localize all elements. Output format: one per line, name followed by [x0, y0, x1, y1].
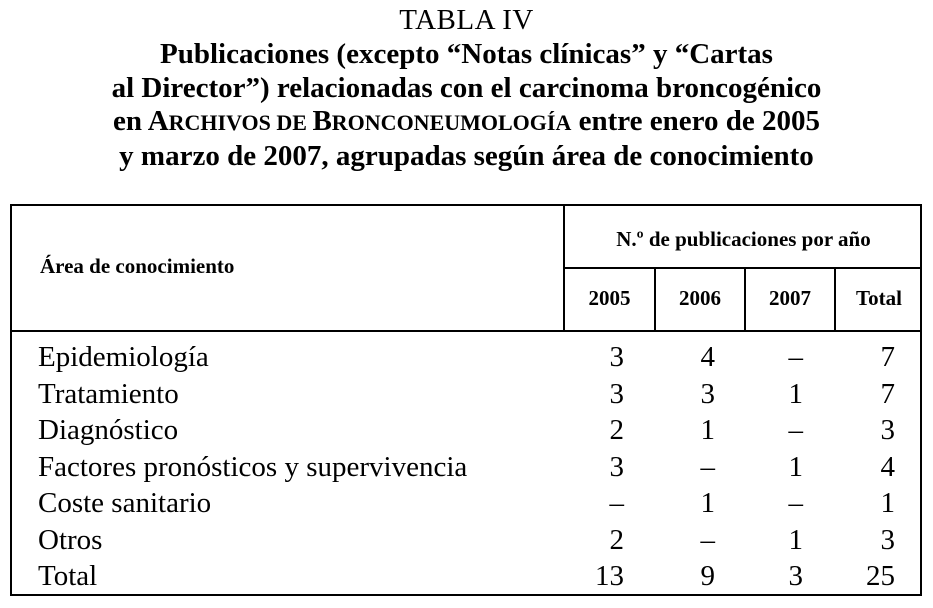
title-line-3 [0, 105, 933, 140]
row-area-label: Coste sanitario [38, 487, 212, 519]
col-header-2005: 2005 [588, 286, 631, 310]
cell-2007: – [788, 414, 803, 446]
row-area-label: Epidemiología [38, 341, 209, 373]
cell-2006: – [700, 450, 715, 483]
journal-word-2-rest: RONCONEUMOLOGÍA [331, 110, 572, 135]
cell-2007: 3 [788, 560, 803, 592]
cell-2005: 13 [595, 560, 624, 592]
table-row-epidemiologia [0, 339, 933, 376]
cell-total: 1 [880, 487, 895, 519]
title-line-3-end: entre enero de 2005 [571, 105, 820, 137]
journal-word-1-rest: RCHIVOS DE [168, 110, 313, 135]
cell-2005: 3 [609, 377, 624, 410]
cell-2005: 2 [609, 523, 624, 556]
table-row-factores-pronosticos [0, 449, 933, 486]
row-area-label: Factores pronósticos y supervivencia [38, 450, 468, 483]
table-row-tratamiento [0, 376, 933, 413]
table-row-total [0, 558, 933, 595]
cell-total: 3 [880, 414, 895, 446]
col-header-2007: 2007 [769, 286, 811, 310]
area-column-header: Área de conocimiento [40, 254, 235, 278]
journal-initial-b: B [312, 105, 332, 137]
cell-2006: 9 [700, 560, 715, 592]
cell-total: 4 [880, 450, 895, 483]
cell-2007: – [788, 341, 803, 373]
cell-2006: 1 [700, 487, 715, 519]
title-line-2: al Director”) relacionadas con el carcinoma broncogénico [111, 71, 822, 104]
cell-2005: 2 [609, 414, 624, 446]
cell-total: 25 [866, 560, 895, 592]
table-title [0, 38, 933, 173]
cell-2005: 3 [609, 341, 624, 373]
header-bottom-rule [10, 330, 922, 332]
cell-2006: 3 [700, 377, 715, 410]
cell-2006: 4 [700, 341, 715, 373]
row-area-label: Otros [38, 523, 103, 556]
row-area-label: Diagnóstico [38, 414, 179, 446]
cell-2005: 3 [609, 450, 624, 483]
table-row-coste-sanitario [0, 485, 933, 522]
journal-name [148, 105, 572, 137]
group-header-rule [564, 267, 922, 269]
col-header-2006: 2006 [679, 286, 721, 310]
publications-group-header: N.º de publicaciones por año [616, 227, 871, 251]
journal-initial-a: A [147, 105, 169, 137]
title-line-3-start: en [113, 105, 148, 137]
table-row-diagnostico [0, 412, 933, 449]
col-header-total: Total [856, 286, 902, 310]
cell-2006: – [700, 523, 715, 556]
cell-2007: 1 [788, 523, 803, 556]
table-body [0, 339, 933, 595]
table-row-otros [0, 522, 933, 559]
table-caption [0, 4, 933, 173]
cell-2006: 1 [700, 414, 715, 446]
title-line-1: Publicaciones (excepto “Notas clínicas” y “Cartas [160, 38, 773, 70]
table-number: TABLA IV [399, 4, 534, 36]
cell-2007: 1 [788, 450, 803, 483]
cell-total: 7 [880, 377, 895, 410]
cell-2005: – [609, 487, 624, 519]
cell-total: 3 [880, 523, 895, 556]
row-area-label: Total [38, 560, 98, 592]
area-column-divider [563, 204, 565, 332]
cell-2007: 1 [788, 377, 803, 410]
title-line-4: y marzo de 2007, agrupadas según área de conocimiento [119, 139, 814, 172]
row-area-label: Tratamiento [38, 377, 179, 410]
cell-total: 7 [880, 341, 895, 373]
cell-2007: – [788, 487, 803, 519]
